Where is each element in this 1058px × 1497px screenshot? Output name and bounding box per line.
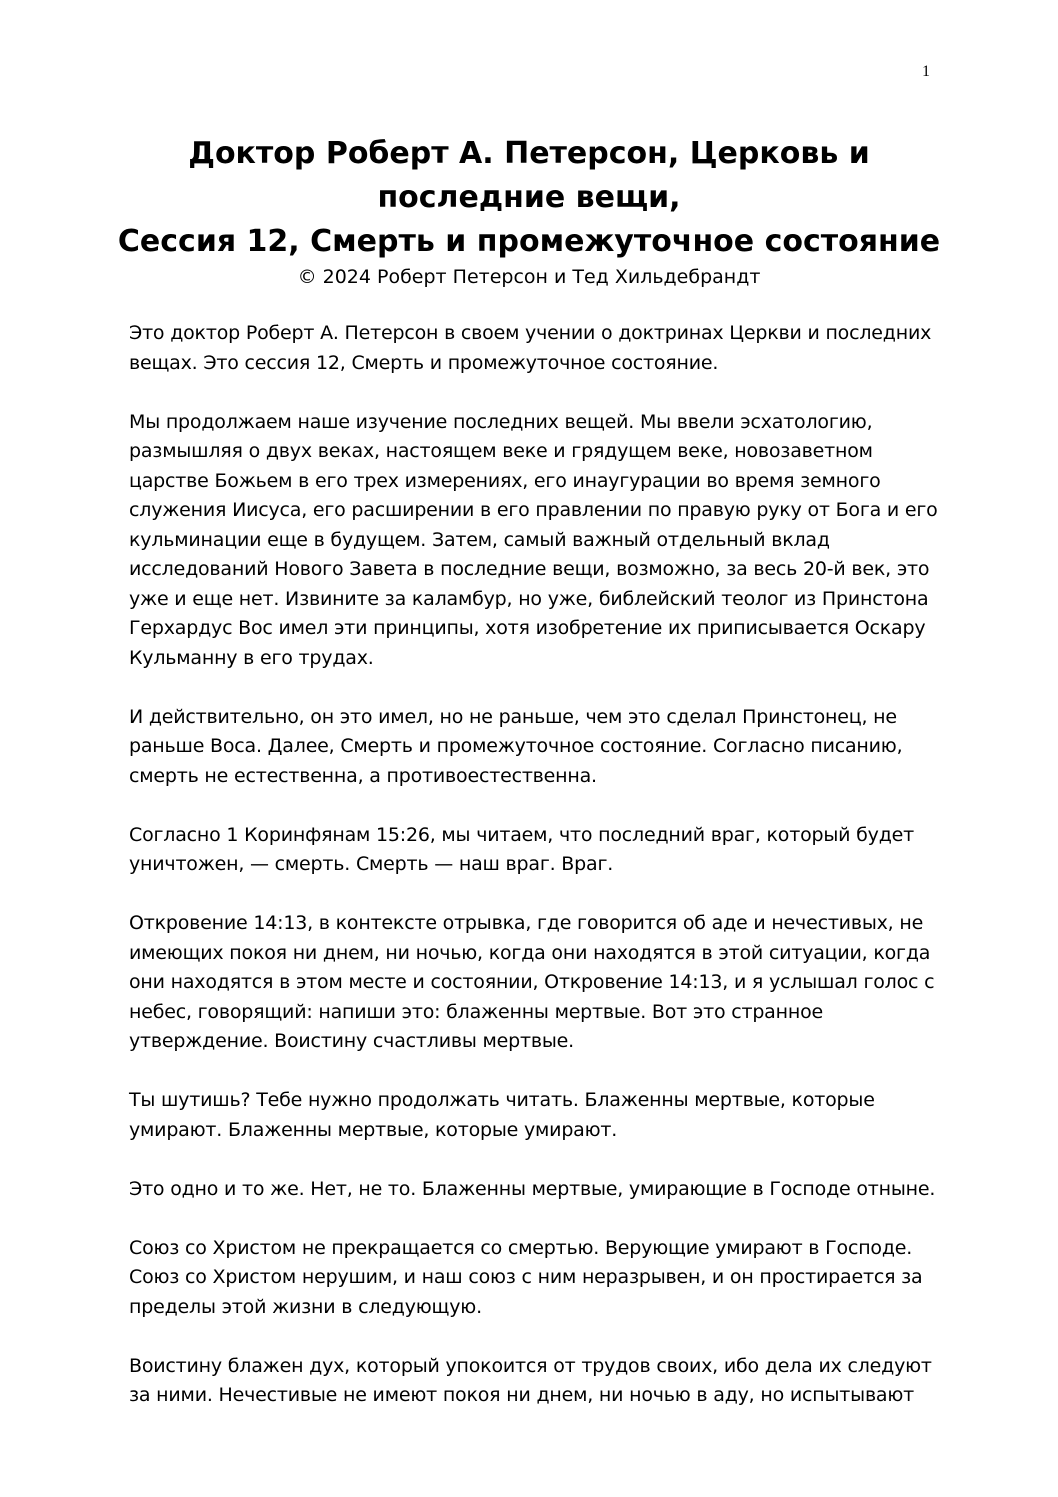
paragraph-line: Это одно и то же. Нет, не то. Блаженны мертвые, умирающие в Господе отныне. xyxy=(129,1177,936,1200)
paragraph-line: раньше Воса. Далее, Смерть и промежуточное состояние. Согласно писанию, xyxy=(129,735,903,757)
paragraph xyxy=(129,703,949,792)
paragraph-line: они находятся в этом месте и состоянии, Откровение 14:13, и я услышал голос с xyxy=(129,971,935,993)
paragraph-line: размышляя о двух веках, настоящем веке и грядущем веке, новозаветном xyxy=(129,440,873,462)
paragraph xyxy=(129,1175,949,1205)
paragraph-line: небес, говорящий: напиши это: блаженны мертвые. Вот это странное xyxy=(129,1000,823,1023)
paragraph-line: уже и еще нет. Извините за каламбур, но уже, библейский теолог из Принстона xyxy=(129,587,929,610)
paragraph xyxy=(129,909,949,1057)
paragraph-line: Союз со Христом не прекращается со смертью. Верующие умирают в Господе. xyxy=(129,1236,913,1259)
title-line: последние вещи, xyxy=(377,180,681,215)
document-header xyxy=(60,132,998,290)
paragraph xyxy=(129,1234,949,1323)
paragraph-line: имеющих покоя ни днем, ни ночью, когда они находятся в этой ситуации, когда xyxy=(129,941,931,964)
paragraph-line: И действительно, он это имел, но не раньше, чем это сделал Принстонец, не xyxy=(129,705,897,728)
paragraph-line: Согласно 1 Коринфянам 15:26, мы читаем, что последний враг, который будет xyxy=(129,823,915,846)
paragraph-line: за ними. Нечестивые не имеют покоя ни днем, ни ночью в аду, но испытывают xyxy=(129,1384,915,1406)
paragraph xyxy=(129,821,949,880)
paragraph-line: Откровение 14:13, в контексте отрывка, где говорится об аде и нечестивых, не xyxy=(129,912,924,934)
title-line: Сессия 12, Смерть и промежуточное состояние xyxy=(117,224,941,259)
paragraph-line: Воистину блажен дух, который упокоится от трудов своих, ибо дела их следуют xyxy=(129,1354,932,1377)
title-line: Доктор Роберт А. Петерсон, Церковь и xyxy=(188,136,870,171)
paragraph-line: кульминации еще в будущем. Затем, самый важный отдельный вклад xyxy=(129,528,830,551)
paragraph-line: Союз со Христом нерушим, и наш союз с ним неразрывен, и он простирается за xyxy=(129,1266,923,1288)
paragraph-line: утверждение. Воистину счастливы мертвые. xyxy=(129,1030,574,1052)
paragraph xyxy=(129,1086,949,1145)
page-number: 1 xyxy=(922,63,930,80)
paragraph-line: вещах. Это сессия 12, Смерть и промежуточное состояние. xyxy=(129,351,719,374)
paragraph-line: смерть не естественна, а противоестественна. xyxy=(129,764,597,787)
paragraph xyxy=(129,408,949,674)
paragraph-line: служения Иисуса, его расширении в его правлении по правую руку от Бога и его xyxy=(129,499,938,521)
document-body xyxy=(129,319,949,1440)
paragraph-line: царстве Божьем в его трех измерениях, его инаугурации во время земного xyxy=(129,469,881,492)
paragraph-line: Это доктор Роберт А. Петерсон в своем учении о доктринах Церкви и последних xyxy=(129,322,932,344)
paragraph-line: уничтожен, — смерть. Смерть — наш враг. Враг. xyxy=(129,853,614,875)
paragraph-line: Герхардус Вос имел эти принципы, хотя изобретение их приписывается Оскару xyxy=(129,617,926,639)
paragraph-line: пределы этой жизни в следующую. xyxy=(129,1295,482,1318)
paragraph xyxy=(129,1352,949,1411)
paragraph-line: умирают. Блаженны мертвые, которые умирают. xyxy=(129,1118,618,1141)
paragraph-line: Кульманну в его трудах. xyxy=(129,646,374,669)
copyright-notice: © 2024 Роберт Петерсон и Тед Хильдебрандт xyxy=(297,266,761,288)
paragraph-line: Ты шутишь? Тебе нужно продолжать читать. Блаженны мертвые, которые xyxy=(129,1089,875,1111)
paragraph xyxy=(129,319,949,378)
paragraph-line: исследований Нового Завета в последние вещи, возможно, за весь 20-й век, это xyxy=(129,558,930,580)
paragraph-line: Мы продолжаем наше изучение последних вещей. Мы ввели эсхатологию, xyxy=(129,410,873,433)
